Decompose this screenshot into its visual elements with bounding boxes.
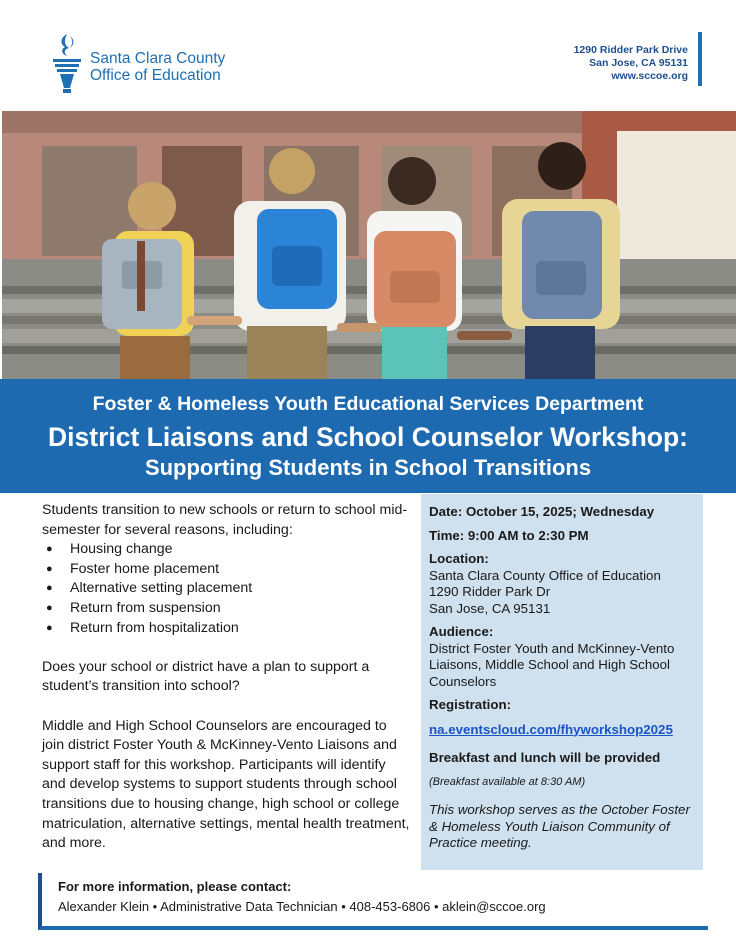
address-city: San Jose, CA 95131 [589,57,688,69]
event-date: Date: October 15, 2025; Wednesday [429,504,655,519]
location-line: Santa Clara County Office of Education [429,567,661,583]
description-text: Middle and High School Counselors are encouraged to join district Foster Youth & McKinney-Vento Liaisons and support staff for this workshop. Participants will identify and develop systems to support students through school transitions due to housing change, high school or college matriculation, alternative settings, mental health treatment, and more. [42,717,410,852]
audience-text: District Foster Youth and McKinney-Vento Liaisons, Middle School and High School Counselors [429,640,675,689]
body-content [42,501,412,854]
location-line: 1290 Ridder Park Dr [429,584,551,599]
question-text: Does your school or district have a plan to support a student’s transition into school? [42,658,370,695]
location-label: Location: [429,551,489,566]
list-item: ● Foster home placement [46,560,412,580]
org-address [502,32,702,86]
intro-text: Students transition to new schools or return to school mid-semester for several reasons, including: [42,502,408,538]
event-details-panel [421,494,703,870]
list-item: ● Return from hospitalization [46,619,412,639]
registration-link[interactable]: na.eventscloud.com/fhyworkshop2025 [429,721,673,737]
contact-line: Alexander Klein • Administrative Data Technician • 408-453-6806 • aklein@sccoe.org [58,899,546,914]
location-line: San Jose, CA 95131 [429,600,551,616]
workshop-subtitle: Supporting Students in School Transitions [144,455,592,480]
org-name-line1: Santa Clara County [90,50,226,67]
contact-heading: For more information, please contact: [58,879,292,894]
torch-icon [50,32,84,94]
list-item: ● Alternative setting placement [46,579,412,599]
registration-label: Registration: [429,697,512,712]
org-name-line2: Office of Education [90,67,221,84]
community-note: This workshop serves as the October Foster & Homeless Youth Liaison Community of Practice meeting. [429,802,690,850]
address-street: 1290 Ridder Park Drive [573,44,688,56]
event-time: Time: 9:00 AM to 2:30 PM [429,527,589,543]
workshop-title: District Liaisons and School Counselor Workshop: [48,422,688,452]
title-banner [0,379,736,493]
meals-text: Breakfast and lunch will be provided [429,750,661,765]
website-link[interactable]: www.sccoe.org [611,70,688,82]
meals-note: (Breakfast available at 8:30 AM) [429,775,586,788]
audience-label: Audience: [429,624,494,639]
list-item: ● Return from suspension [46,599,412,619]
contact-footer [38,873,708,930]
reasons-list [46,540,412,638]
department-name: Foster & Homeless Youth Educational Services Department [92,393,644,415]
hero-photo-children-backpacks [2,111,736,379]
list-item: ● Housing change [46,540,412,560]
sccoe-logo [50,32,250,96]
